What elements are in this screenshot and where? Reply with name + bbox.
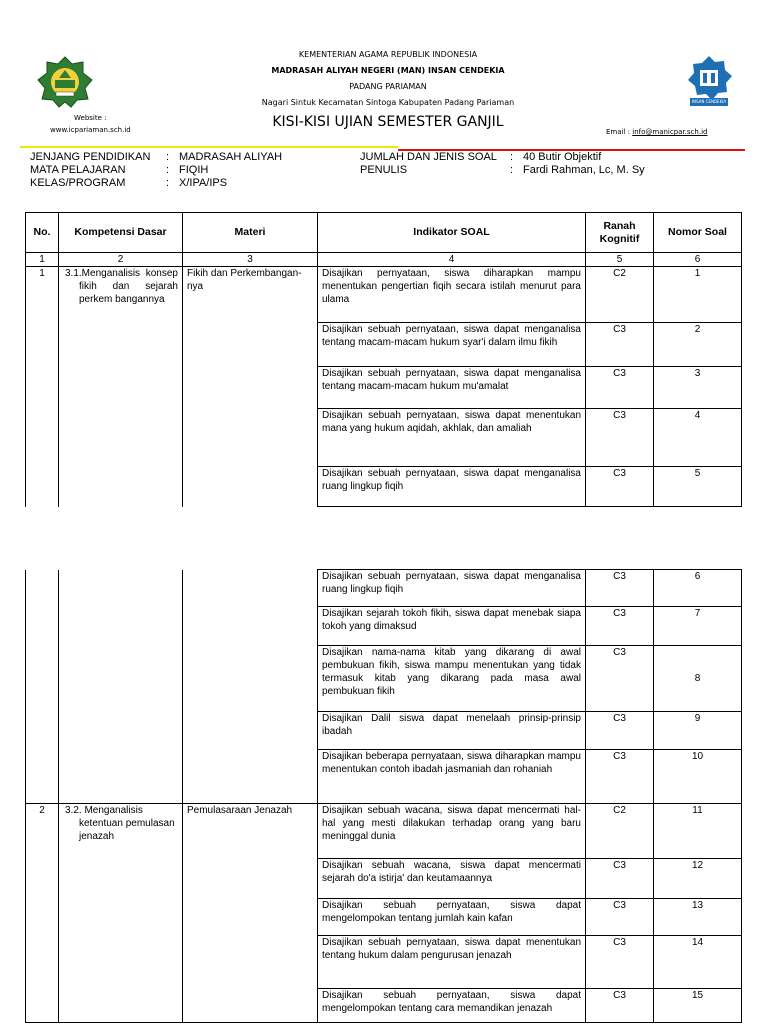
indikator: Disajikan sebuah pernyataan, siswa dapat menentukan tentang hukum dalam pengurusan jenazah bbox=[318, 936, 586, 989]
info-sep: : bbox=[166, 151, 170, 163]
document-title: KISI-KISI UJIAN SEMESTER GANJIL bbox=[272, 114, 504, 130]
nomor-soal: 7 bbox=[654, 607, 742, 646]
table-row bbox=[26, 804, 742, 859]
nomor-soal: 10 bbox=[654, 750, 742, 804]
col-header-kd: Kompetensi Dasar bbox=[59, 213, 183, 253]
email-block bbox=[606, 128, 707, 136]
nomor-soal: 13 bbox=[654, 899, 742, 936]
col-number: 5 bbox=[586, 253, 654, 267]
col-number: 6 bbox=[654, 253, 742, 267]
insan-cendekia-logo bbox=[684, 54, 734, 108]
row-no-continued bbox=[26, 570, 59, 804]
materi: Fikih dan Perkembangan-nya bbox=[183, 267, 318, 507]
email-label: Email : bbox=[606, 128, 631, 136]
nomor-soal: 6 bbox=[654, 570, 742, 607]
table-row bbox=[26, 267, 742, 323]
school-city: PADANG PARIAMAN bbox=[349, 82, 427, 91]
indikator: Disajikan sebuah pernyataan, siswa dapat menganalisa tentang macam-macam hukum syar'i dalam ilmu fikih bbox=[318, 323, 586, 367]
row-no: 1 bbox=[26, 267, 59, 507]
header-divider-yellow bbox=[20, 146, 398, 148]
info-sep: : bbox=[166, 177, 170, 189]
ranah: C3 bbox=[586, 323, 654, 367]
nomor-soal: 1 bbox=[654, 267, 742, 323]
ranah: C2 bbox=[586, 267, 654, 323]
ranah: C3 bbox=[586, 467, 654, 507]
info-value: FIQIH bbox=[179, 164, 209, 176]
logo-caption: INSAN CENDEKIA bbox=[691, 99, 727, 104]
nomor-soal: 5 bbox=[654, 467, 742, 507]
col-header-indikator: Indikator SOAL bbox=[318, 213, 586, 253]
kisi-table-page2 bbox=[25, 569, 742, 1023]
indikator: Disajikan Dalil siswa dapat menelaah prinsip-prinsip ibadah bbox=[318, 712, 586, 750]
nomor-soal: 14 bbox=[654, 936, 742, 989]
info-label: JENJANG PENDIDIKAN bbox=[30, 151, 151, 163]
indikator: Disajikan sebuah wacana, siswa dapat mencermati hal-hal yang mesti dilakukan terhadap orang yang baru meninggal dunia bbox=[318, 804, 586, 859]
row-no: 2 bbox=[26, 804, 59, 1023]
col-number: 1 bbox=[26, 253, 59, 267]
column-number-row bbox=[26, 253, 742, 267]
kisi-table-page1 bbox=[25, 212, 742, 507]
indikator: Disajikan beberapa pernyataan, siswa diharapkan mampu menentukan contoh ibadah jasmaniah dan rohaniah bbox=[318, 750, 586, 804]
info-value: MADRASAH ALIYAH bbox=[179, 151, 283, 163]
indikator: Disajikan sebuah pernyataan, siswa dapat mengelompokan tentang jumlah kain kafan bbox=[318, 899, 586, 936]
indikator: Disajikan sejarah tokoh fikih, siswa dapat menebak siapa tokoh yang dimaksud bbox=[318, 607, 586, 646]
ranah: C3 bbox=[586, 712, 654, 750]
ranah: C3 bbox=[586, 859, 654, 899]
nomor-soal: 2 bbox=[654, 323, 742, 367]
materi-continued bbox=[183, 570, 318, 804]
ranah: C3 bbox=[586, 989, 654, 1023]
kompetensi-dasar: 3.1.Menganalisis konsep fikih dan sejarah perkem bangannya bbox=[59, 267, 183, 507]
col-header-ranah: Ranah Kognitif bbox=[586, 213, 654, 253]
table-row bbox=[26, 570, 742, 607]
ranah: C3 bbox=[586, 899, 654, 936]
ranah: C3 bbox=[586, 409, 654, 467]
ranah: C3 bbox=[586, 750, 654, 804]
ranah: C3 bbox=[586, 936, 654, 989]
website-label: Website : bbox=[74, 114, 107, 122]
col-header-nomor: Nomor Soal bbox=[654, 213, 742, 253]
nomor-soal: 12 bbox=[654, 859, 742, 899]
info-sep: : bbox=[510, 151, 514, 163]
info-value: X/IPA/IPS bbox=[179, 177, 228, 189]
materi: Pemulasaraan Jenazah bbox=[183, 804, 318, 1023]
kemenag-logo bbox=[36, 56, 94, 108]
info-sep: : bbox=[510, 164, 514, 176]
indikator: Disajikan sebuah wacana, siswa dapat mencermati sejarah do'a istirja' dan keutamaannya bbox=[318, 859, 586, 899]
indikator: Disajikan sebuah pernyataan, siswa dapat menentukan mana yang hukum aqidah, akhlak, dan amaliah bbox=[318, 409, 586, 467]
website-link[interactable]: www.icpariaman.sch.id bbox=[50, 126, 131, 134]
info-label: MATA PELAJARAN bbox=[30, 164, 126, 176]
info-sep: : bbox=[166, 164, 170, 176]
nomor-soal: 11 bbox=[654, 804, 742, 859]
ranah: C3 bbox=[586, 367, 654, 409]
nomor-soal: 15 bbox=[654, 989, 742, 1023]
col-number: 4 bbox=[318, 253, 586, 267]
indikator: Disajikan nama-nama kitab yang dikarang di awal pembukuan fikih, siswa mampu menentukan yang tidak termasuk kitab yang dikarang pada masa awal pembukuan fikih bbox=[318, 646, 586, 712]
nomor-soal: 3 bbox=[654, 367, 742, 409]
info-value: Fardi Rahman, Lc, M. Sy bbox=[523, 164, 645, 176]
col-number: 3 bbox=[183, 253, 318, 267]
col-number: 2 bbox=[59, 253, 183, 267]
col-header-no: No. bbox=[26, 213, 59, 253]
ranah: C2 bbox=[586, 804, 654, 859]
nomor-soal: 9 bbox=[654, 712, 742, 750]
indikator: Disajikan sebuah pernyataan, siswa dapat menganalisa tentang macam-macam hukum mu'amalat bbox=[318, 367, 586, 409]
email-link[interactable]: info@manicpar.sch.id bbox=[632, 128, 708, 136]
ranah: C3 bbox=[586, 607, 654, 646]
kompetensi-dasar-continued bbox=[59, 570, 183, 804]
nomor-soal: 8 bbox=[654, 646, 742, 712]
table-header-row bbox=[26, 213, 742, 253]
info-label: JUMLAH DAN JENIS SOAL bbox=[360, 151, 497, 163]
nomor-soal: 4 bbox=[654, 409, 742, 467]
indikator: Disajikan sebuah pernyataan, siswa dapat menganalisa ruang lingkup fiqih bbox=[318, 570, 586, 607]
kompetensi-dasar: 3.2. Menganalisis ketentuan pemulasan jenazah bbox=[59, 804, 183, 1023]
col-header-materi: Materi bbox=[183, 213, 318, 253]
school-name: MADRASAH ALIYAH NEGERI (MAN) INSAN CENDEKIA bbox=[271, 66, 505, 75]
info-label: PENULIS bbox=[360, 164, 408, 176]
indikator: Disajikan pernyataan, siswa diharapkan mampu menentukan pengertian fiqih secara istilah menurut para ulama bbox=[318, 267, 586, 323]
info-label: KELAS/PROGRAM bbox=[30, 177, 126, 189]
info-value: 40 Butir Objektif bbox=[523, 151, 602, 163]
ranah: C3 bbox=[586, 646, 654, 712]
ranah: C3 bbox=[586, 570, 654, 607]
ministry-name: KEMENTERIAN AGAMA REPUBLIK INDONESIA bbox=[298, 50, 478, 59]
indikator: Disajikan sebuah pernyataan, siswa dapat mengelompokan tentang cara memandikan jenazah bbox=[318, 989, 586, 1023]
school-address: Nagari Sintuk Kecamatan Sintoga Kabupaten Padang Pariaman bbox=[261, 98, 515, 107]
indikator: Disajikan sebuah pernyataan, siswa dapat menganalisa ruang lingkup fiqih bbox=[318, 467, 586, 507]
